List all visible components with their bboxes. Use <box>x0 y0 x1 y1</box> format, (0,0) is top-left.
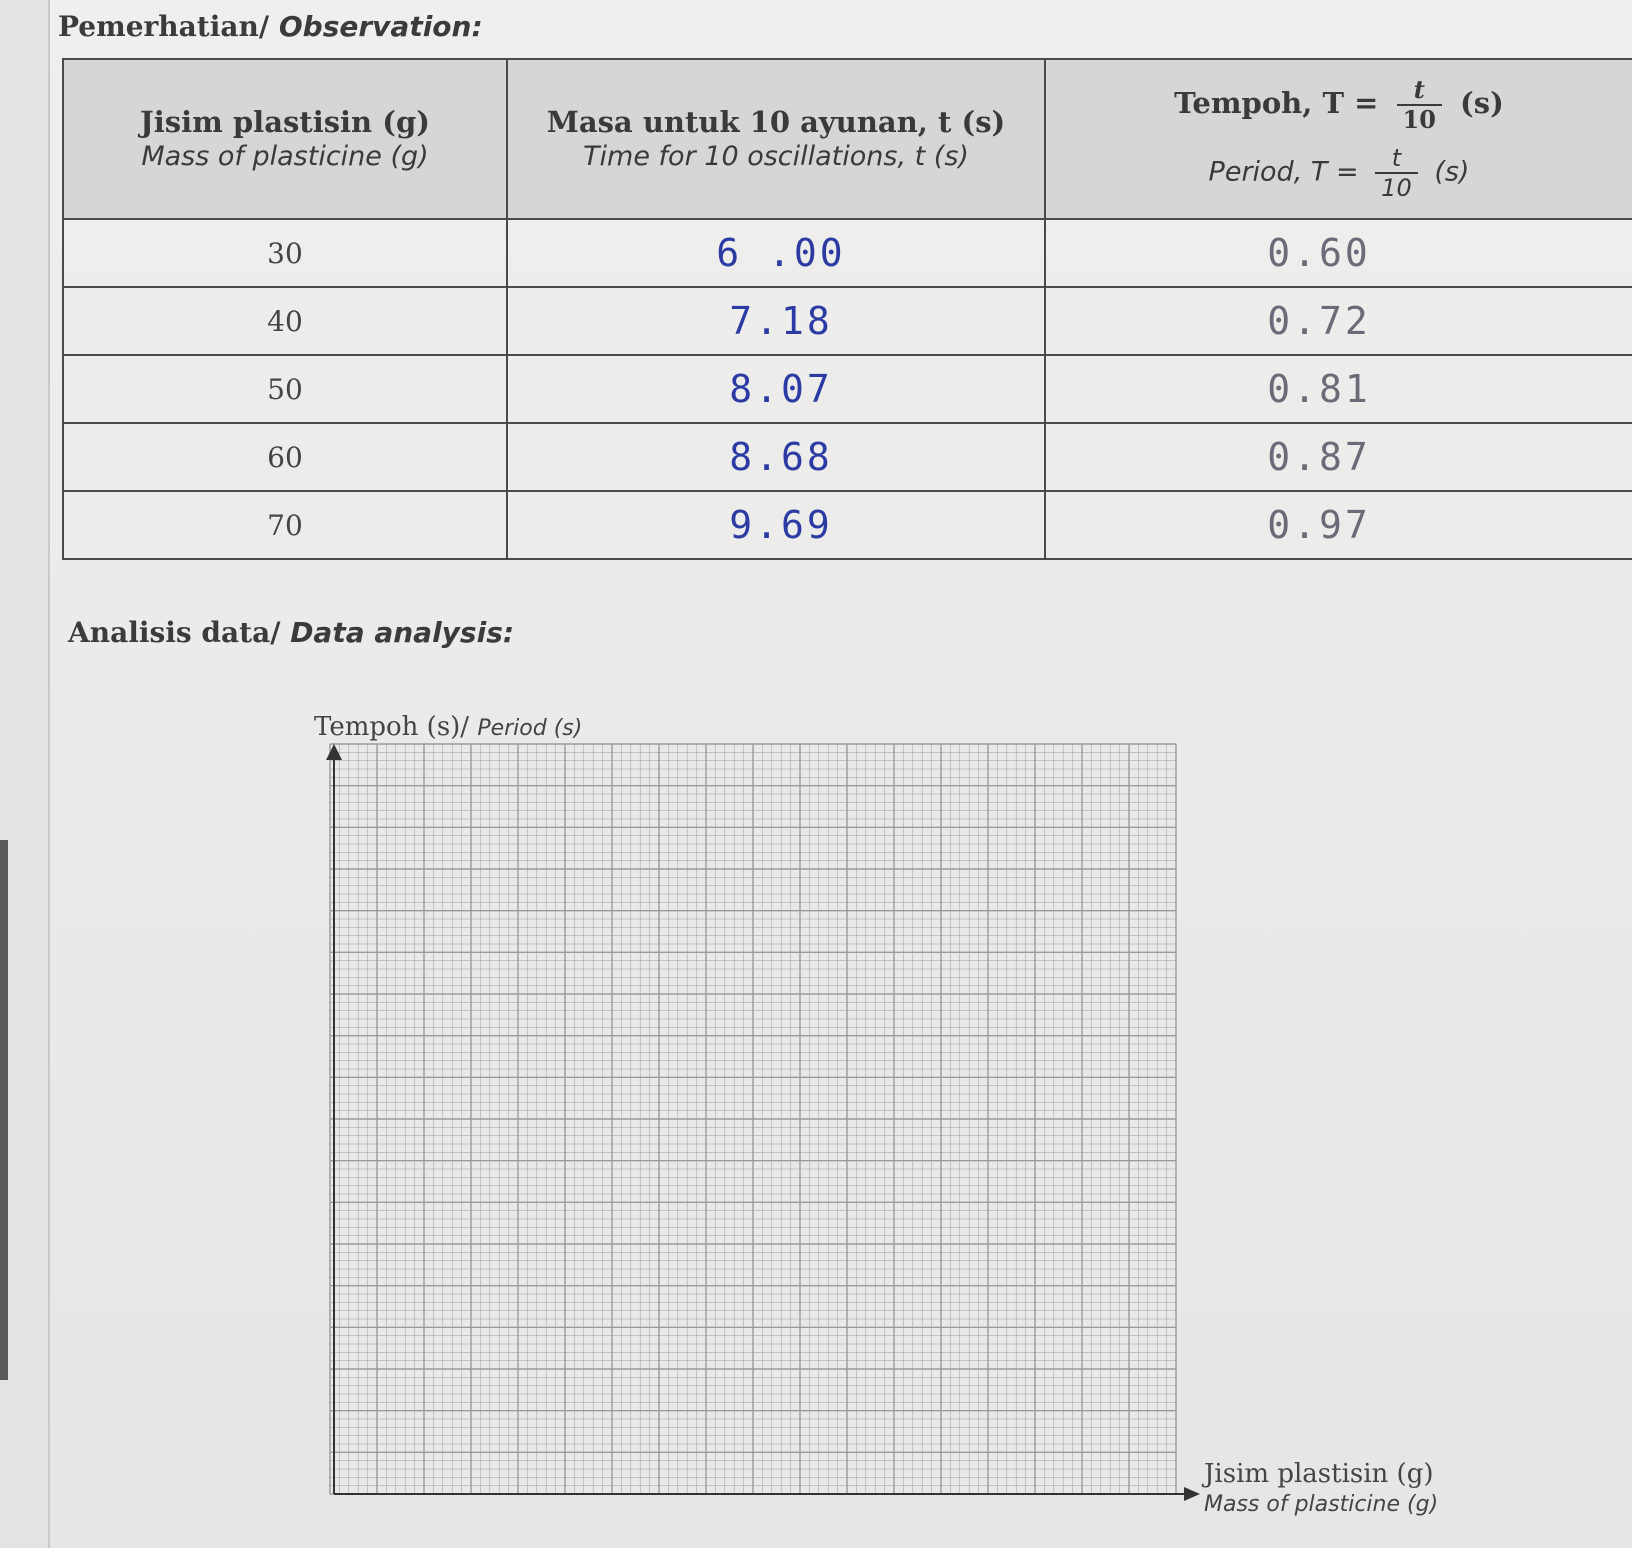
table-row <box>63 491 1632 559</box>
observation-title <box>58 10 483 43</box>
period-cell: 0.97 <box>1045 491 1632 559</box>
mass-cell: 30 <box>63 219 507 287</box>
time-cell: 9.69 <box>507 491 1045 559</box>
observation-title-ms: Pemerhatian/ <box>58 10 270 43</box>
period-unit: (s) <box>1460 86 1504 120</box>
period-prefix-ms: Tempoh, T = <box>1174 86 1379 120</box>
page-edge-shadow <box>0 840 8 1380</box>
x-axis-arrow <box>1184 1487 1200 1501</box>
fraction-t-over-10 <box>1397 75 1442 134</box>
fraction-numerator: t <box>1413 75 1425 104</box>
observation-title-en: Observation: <box>278 10 483 43</box>
header-mass-ms: Jisim plastisin (g) <box>140 105 430 139</box>
y-label-en: Period (s) <box>477 716 583 741</box>
table-row <box>63 219 1632 287</box>
period-unit-en: (s) <box>1434 156 1470 188</box>
x-label-en: Mass of plasticine (g) <box>1204 1491 1439 1517</box>
x-label-ms: Jisim plastisin (g) <box>1204 1459 1434 1489</box>
header-period-en <box>1046 146 1632 200</box>
mass-cell: 40 <box>63 287 507 355</box>
table-row <box>63 355 1632 423</box>
time-cell: 7.18 <box>507 287 1045 355</box>
mass-cell: 60 <box>63 423 507 491</box>
header-time-en: Time for 10 oscillations, t (s) <box>583 141 969 173</box>
table-header-row <box>63 59 1632 219</box>
header-time-ms: Masa untuk 10 ayunan, t (s) <box>546 105 1006 139</box>
period-prefix-en: Period, T = <box>1208 156 1359 188</box>
header-time <box>507 59 1045 219</box>
analysis-title <box>68 616 514 649</box>
graph-x-axis-label <box>1204 1458 1438 1518</box>
period-cell: 0.72 <box>1045 287 1632 355</box>
graph-paper <box>300 738 1200 1518</box>
fraction-numerator-en: t <box>1391 144 1402 172</box>
header-mass <box>63 59 507 219</box>
header-period <box>1045 59 1632 219</box>
time-cell: 6 .00 <box>507 219 1045 287</box>
analysis-title-en: Data analysis: <box>290 616 515 649</box>
fraction-denominator-en: 10 <box>1375 172 1418 200</box>
period-cell: 0.60 <box>1045 219 1632 287</box>
header-mass-en: Mass of plasticine (g) <box>141 141 429 173</box>
period-cell: 0.87 <box>1045 423 1632 491</box>
time-cell: 8.07 <box>507 355 1045 423</box>
mass-cell: 50 <box>63 355 507 423</box>
observation-table <box>62 58 1632 560</box>
y-label-ms: Tempoh (s)/ <box>314 712 470 742</box>
fraction-denominator: 10 <box>1397 104 1442 132</box>
table-row <box>63 287 1632 355</box>
table-row <box>63 423 1632 491</box>
header-period-ms <box>1046 75 1632 134</box>
mass-cell: 70 <box>63 491 507 559</box>
fraction-t-over-10-en <box>1375 146 1418 200</box>
time-cell: 8.68 <box>507 423 1045 491</box>
analysis-title-ms: Analisis data/ <box>68 616 281 649</box>
period-cell: 0.81 <box>1045 355 1632 423</box>
